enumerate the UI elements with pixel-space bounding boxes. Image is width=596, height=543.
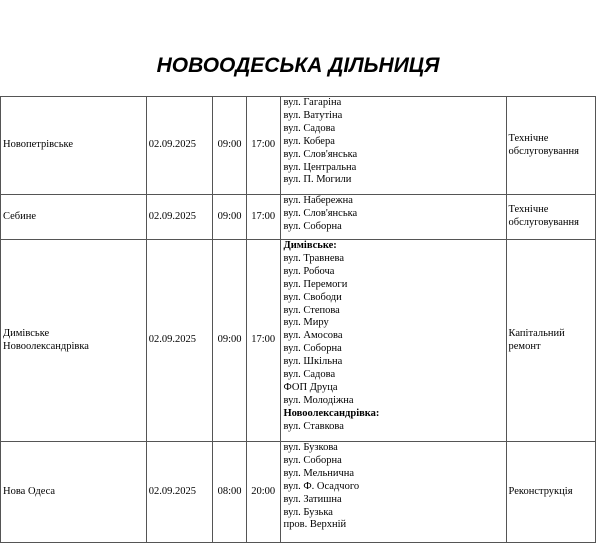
street-item: вул. Набережна <box>283 195 353 206</box>
street-item: вул. Бузкова <box>283 442 338 453</box>
street-item: вул. Степова <box>283 304 340 316</box>
streets-cell <box>280 442 506 543</box>
street-item: вул. Ставкова <box>283 420 344 432</box>
street-item: вул. Кобера <box>283 135 335 147</box>
street-item: вул. Травнева <box>283 252 345 264</box>
street-item: вул. Соборна <box>283 454 342 466</box>
streets-cell <box>280 97 506 195</box>
end-time-cell: 17:00 <box>246 195 280 240</box>
reason-cell: Технічне обслуговування <box>506 195 595 240</box>
street-item: вул. Мельнична <box>283 467 355 479</box>
street-item: вул. Молодіжна <box>283 394 354 406</box>
table-row <box>1 442 596 543</box>
street-item: вул. П. Могили <box>283 174 352 186</box>
settlement-cell: Новопетрівське <box>1 97 147 195</box>
streets-cell <box>280 195 506 240</box>
street-item: вул. Соборна <box>283 343 342 355</box>
end-time-cell: 17:00 <box>246 240 280 442</box>
date-cell: 02.09.2025 <box>146 442 212 543</box>
street-item: вул. Гагаріна <box>283 97 342 108</box>
date-cell: 02.09.2025 <box>146 240 212 442</box>
reason-line: Капітальний <box>508 327 565 339</box>
street-item: вул. Ф. Осадчого <box>283 480 360 492</box>
table-row <box>1 240 596 442</box>
table-row <box>1 195 596 240</box>
start-time-cell: 09:00 <box>213 195 247 240</box>
reason-cell: Технічне обслуговування <box>506 97 595 195</box>
street-item: вул. Слов'янська <box>283 207 358 219</box>
street-item: пров. Верхній <box>283 519 347 531</box>
street-item: вул. Бузька <box>283 506 333 518</box>
street-item: вул. Ватутіна <box>283 109 343 121</box>
group-heading: Димівське: <box>283 240 337 251</box>
settlement-line: Димівське <box>3 327 50 339</box>
date-cell: 02.09.2025 <box>146 195 212 240</box>
street-item: вул. Садова <box>283 369 336 381</box>
street-item: вул. Шкільна <box>283 356 343 368</box>
page-title: НОВООДЕСЬКА ДІЛЬНИЦЯ <box>156 54 440 77</box>
street-item: вул. Садова <box>283 122 336 134</box>
start-time-cell: 08:00 <box>213 442 247 543</box>
reason-line: ремонт <box>508 340 541 352</box>
start-time-cell: 09:00 <box>213 240 247 442</box>
settlement-line: Новоолександрівка <box>3 340 89 352</box>
street-item: вул. Затишна <box>283 493 342 505</box>
outage-schedule-table <box>0 96 596 543</box>
end-time-cell: 20:00 <box>246 442 280 543</box>
streets-cell <box>280 240 506 442</box>
street-item: вул. Свободи <box>283 291 342 303</box>
reason-cell: Реконструкція <box>506 442 595 543</box>
reason-cell <box>506 240 595 442</box>
group-heading: Новоолександрівка: <box>283 407 380 419</box>
street-item: вул. Миру <box>283 317 329 329</box>
table-row <box>1 97 596 195</box>
street-item: вул. Перемоги <box>283 278 348 290</box>
street-item: вул. Робоча <box>283 265 335 277</box>
street-item: вул. Амосова <box>283 330 343 342</box>
settlement-cell: Нова Одеса <box>1 442 147 543</box>
settlement-cell: Себине <box>1 195 147 240</box>
settlement-cell <box>1 240 147 442</box>
start-time-cell: 09:00 <box>213 97 247 195</box>
street-item: ФОП Друца <box>283 381 338 393</box>
street-item: вул. Центральна <box>283 161 357 173</box>
end-time-cell: 17:00 <box>246 97 280 195</box>
date-cell: 02.09.2025 <box>146 97 212 195</box>
street-item: вул. Слов'янська <box>283 148 358 160</box>
street-item: вул. Соборна <box>283 220 342 232</box>
